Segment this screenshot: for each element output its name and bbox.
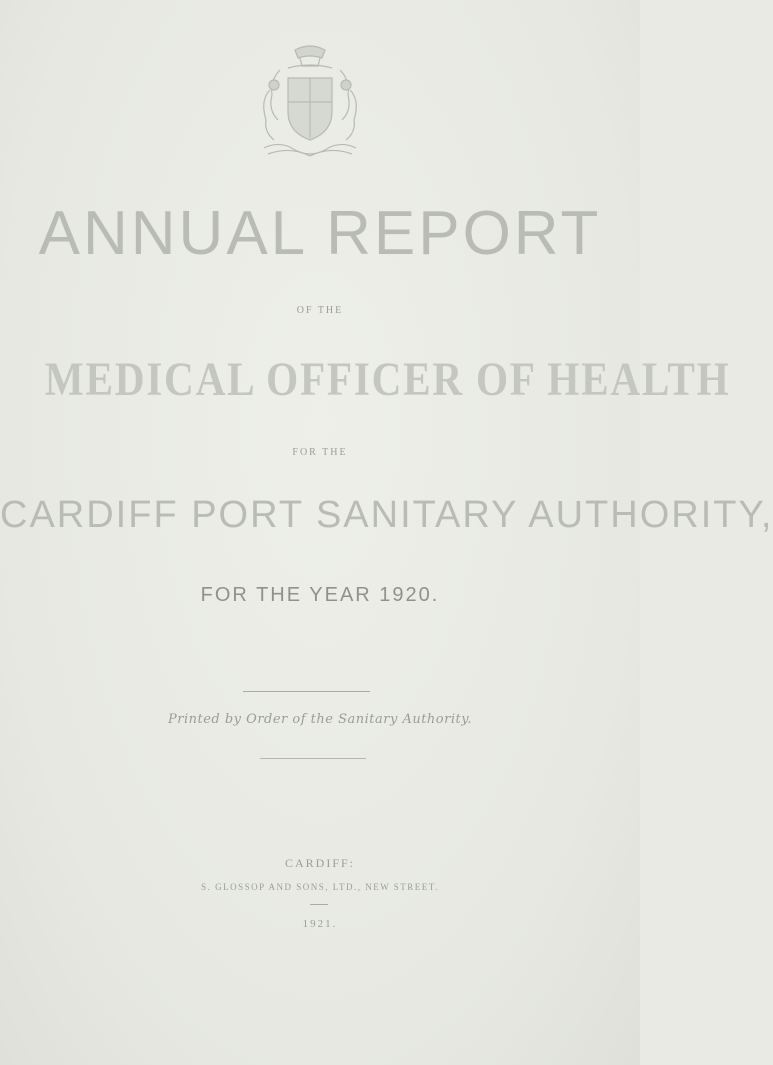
- imprint-line: Printed by Order of the Sanitary Authority.: [168, 712, 472, 727]
- title-annual-report: ANNUAL REPORT: [38, 199, 602, 268]
- divider-top: [243, 691, 370, 692]
- publisher-printer: S. GLOSSOP AND SONS, LTD., NEW STREET.: [201, 882, 439, 892]
- title-authority: CARDIFF PORT SANITARY AUTHORITY,: [0, 494, 773, 536]
- divider-bottom: [260, 758, 366, 759]
- publication-year: 1921.: [302, 918, 338, 930]
- dash-divider: [310, 904, 328, 905]
- title-for-the: FOR THE: [292, 447, 348, 458]
- coat-of-arms-icon: [250, 40, 370, 165]
- publisher-city: CARDIFF:: [284, 856, 356, 870]
- title-of-the: OF THE: [296, 305, 344, 316]
- title-medical-officer: MEDICAL OFFICER OF HEALTH: [44, 353, 731, 406]
- title-year: FOR THE YEAR 1920.: [200, 584, 440, 606]
